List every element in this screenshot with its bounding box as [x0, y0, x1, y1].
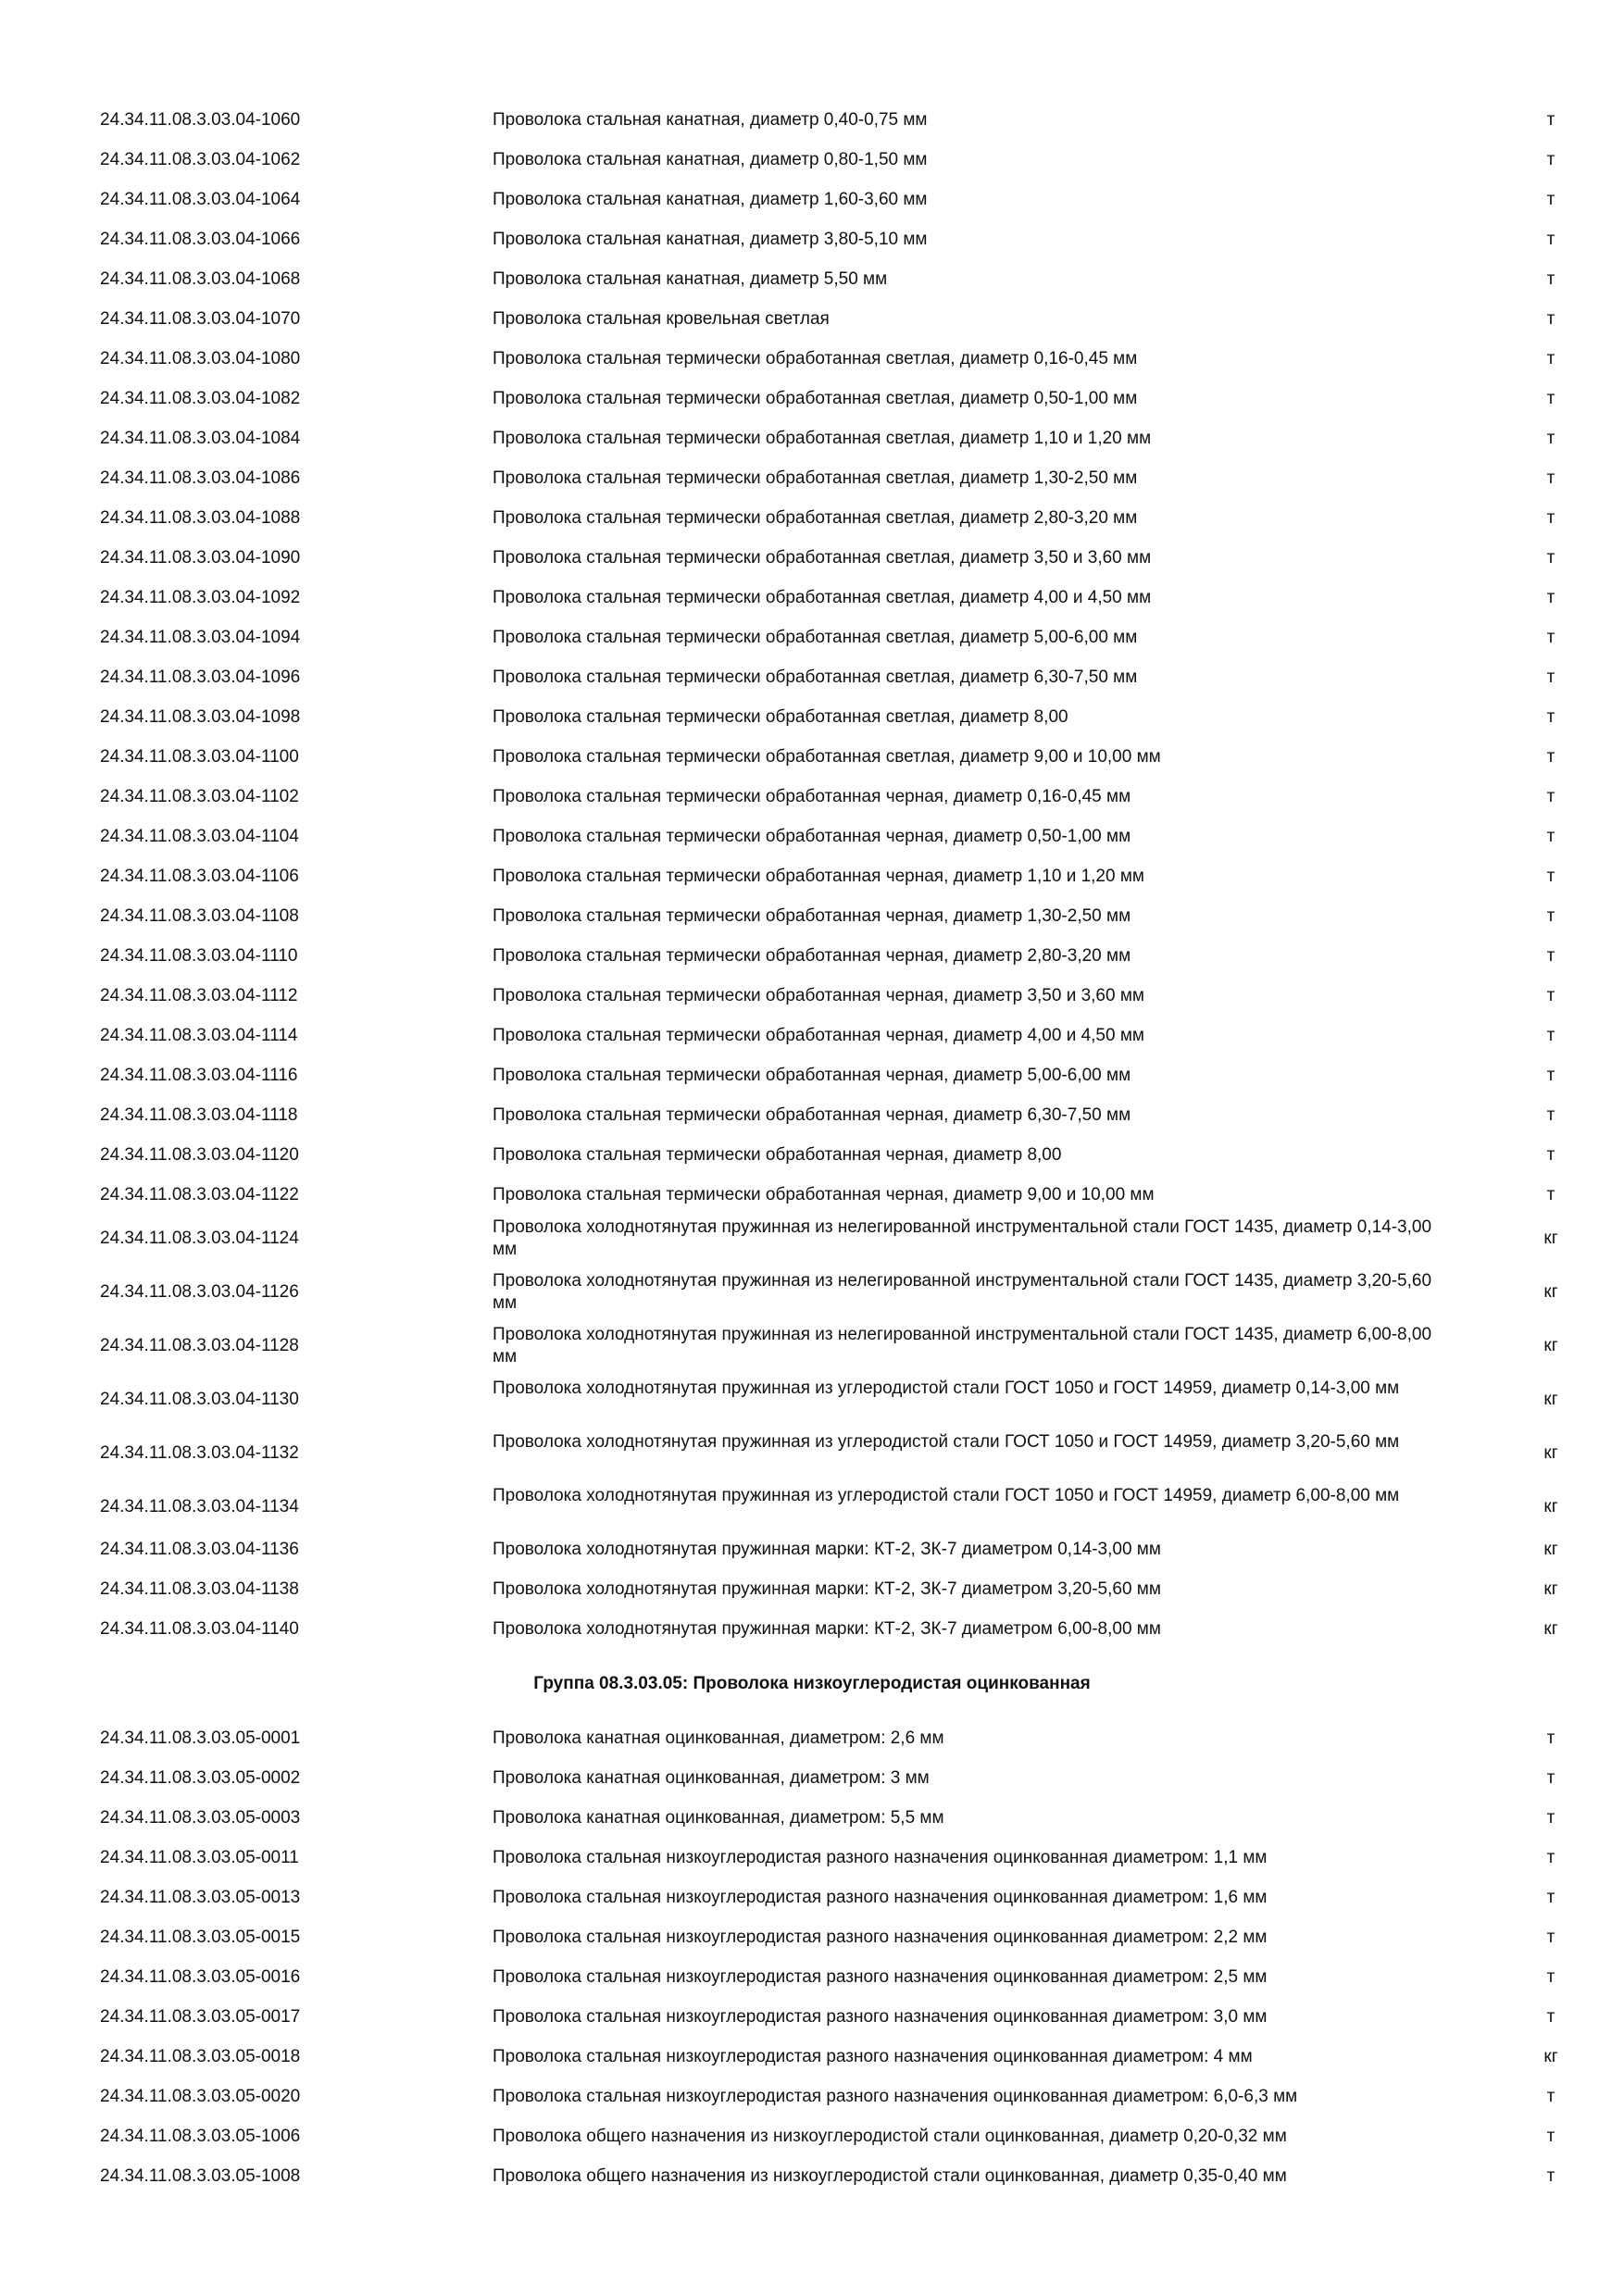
item-unit: т	[1546, 668, 1555, 687]
item-code: 24.34.11.08.3.03.04-1082	[100, 389, 301, 408]
item-name: Проволока стальная термически обработанная черная, диаметр 1,10 и 1,20 мм	[493, 867, 1144, 886]
item-name: Проволока общего назначения из низкоуглеродистой стали оцинкованная, диаметр 0,35-0,40 мм	[493, 2166, 1287, 2186]
item-name: Проволока стальная термически обработанная черная, диаметр 2,80-3,20 мм	[493, 946, 1131, 966]
item-code: 24.34.11.08.3.03.04-1064	[100, 190, 301, 209]
item-code: 24.34.11.08.3.03.05-0002	[100, 1768, 301, 1788]
item-unit: кг	[1543, 1540, 1558, 1559]
item-unit: т	[1546, 1848, 1555, 1867]
item-name: Проволока стальная канатная, диаметр 1,60-3,60 мм	[493, 190, 928, 209]
item-name: Проволока холоднотянутая пружинная марки: КТ-2, ЗК-7 диаметром 3,20-5,60 мм	[493, 1579, 1161, 1599]
item-unit: т	[1546, 787, 1555, 806]
item-code: 24.34.11.08.3.03.04-1140	[100, 1619, 299, 1639]
item-unit: т	[1546, 1185, 1555, 1204]
item-name: Проволока канатная оцинкованная, диаметром: 5,5 мм	[493, 1808, 944, 1828]
item-name: Проволока стальная термически обработанная черная, диаметр 5,00-6,00 мм	[493, 1066, 1131, 1085]
item-name: Проволока стальная низкоуглеродистая разного назначения оцинкованная диаметром: 6,0-6,3 мм	[493, 2087, 1298, 2106]
item-unit: т	[1546, 827, 1555, 846]
item-name: Проволока стальная термически обработанная черная, диаметр 4,00 и 4,50 мм	[493, 1026, 1144, 1045]
item-code: 24.34.11.08.3.03.04-1086	[100, 468, 301, 488]
item-code: 24.34.11.08.3.03.04-1108	[100, 906, 299, 926]
item-name: Проволока холоднотянутая пружинная из нелегированной инструментальной стали ГОСТ 1435, диаметр 0,14-3,00 мм	[493, 1217, 1432, 1259]
item-unit: т	[1546, 1808, 1555, 1828]
item-code: 24.34.11.08.3.03.05-0018	[100, 2047, 301, 2066]
item-unit: т	[1546, 2007, 1555, 2027]
item-code: 24.34.11.08.3.03.04-1116	[100, 1066, 298, 1085]
item-unit: кг	[1543, 1282, 1558, 1302]
item-unit: т	[1546, 747, 1555, 767]
item-unit: кг	[1543, 1443, 1558, 1463]
item-code: 24.34.11.08.3.03.04-1118	[100, 1105, 298, 1125]
item-code: 24.34.11.08.3.03.04-1124	[100, 1229, 299, 1248]
item-unit: т	[1546, 1105, 1555, 1125]
item-name: Проволока стальная термически обработанная черная, диаметр 3,50 и 3,60 мм	[493, 986, 1144, 1005]
item-unit: кг	[1543, 1579, 1558, 1599]
item-unit: т	[1546, 150, 1555, 169]
item-code: 24.34.11.08.3.03.04-1110	[100, 946, 298, 966]
item-unit: т	[1546, 986, 1555, 1005]
item-name: Проволока стальная кровельная светлая	[493, 309, 830, 329]
item-name: Проволока стальная низкоуглеродистая разного назначения оцинкованная диаметром: 4 мм	[493, 2047, 1253, 2066]
item-code: 24.34.11.08.3.03.04-1134	[100, 1497, 299, 1516]
item-code: 24.34.11.08.3.03.04-1066	[100, 230, 301, 249]
item-unit: т	[1546, 2166, 1555, 2186]
item-name: Проволока стальная термически обработанная светлая, диаметр 8,00	[493, 707, 1068, 727]
item-code: 24.34.11.08.3.03.05-0003	[100, 1808, 301, 1828]
group-heading: Группа 08.3.03.05: Проволока низкоуглеродистая оцинкованная	[533, 1674, 1091, 1693]
item-code: 24.34.11.08.3.03.04-1136	[100, 1540, 299, 1559]
item-name: Проволока стальная термически обработанная черная, диаметр 1,30-2,50 мм	[493, 906, 1131, 926]
item-unit: т	[1546, 548, 1555, 568]
item-unit: т	[1546, 269, 1555, 289]
item-unit: т	[1546, 1928, 1555, 1947]
item-name: Проволока общего назначения из низкоуглеродистой стали оцинкованная, диаметр 0,20-0,32 мм	[493, 2127, 1287, 2146]
item-name: Проволока канатная оцинкованная, диаметром: 2,6 мм	[493, 1728, 944, 1748]
item-unit: кг	[1543, 1390, 1558, 1409]
item-code: 24.34.11.08.3.03.05-1008	[100, 2166, 301, 2186]
item-code: 24.34.11.08.3.03.04-1062	[100, 150, 301, 169]
item-code: 24.34.11.08.3.03.04-1106	[100, 867, 299, 886]
item-name: Проволока стальная термически обработанная светлая, диаметр 0,16-0,45 мм	[493, 349, 1138, 368]
item-code: 24.34.11.08.3.03.04-1132	[100, 1443, 299, 1463]
item-name: Проволока холоднотянутая пружинная из углеродистой стали ГОСТ 1050 и ГОСТ 14959, диаметр 3,20-5,60 мм	[493, 1432, 1400, 1452]
item-name: Проволока стальная низкоуглеродистая разного назначения оцинкованная диаметром: 1,6 мм	[493, 1888, 1268, 1907]
item-unit: т	[1546, 867, 1555, 886]
item-unit: т	[1546, 1145, 1555, 1165]
item-unit: т	[1546, 2127, 1555, 2146]
item-unit: кг	[1543, 2047, 1558, 2066]
item-unit: т	[1546, 1728, 1555, 1748]
item-code: 24.34.11.08.3.03.05-0016	[100, 1967, 301, 1987]
item-code: 24.34.11.08.3.03.04-1068	[100, 269, 301, 289]
item-unit: т	[1546, 1066, 1555, 1085]
item-name: Проволока стальная термически обработанная черная, диаметр 6,30-7,50 мм	[493, 1105, 1131, 1125]
item-code: 24.34.11.08.3.03.04-1098	[100, 707, 301, 727]
item-code: 24.34.11.08.3.03.04-1130	[100, 1390, 299, 1409]
item-name: Проволока стальная термически обработанная светлая, диаметр 6,30-7,50 мм	[493, 668, 1138, 687]
item-name: Проволока стальная низкоуглеродистая разного назначения оцинкованная диаметром: 2,2 мм	[493, 1928, 1268, 1947]
item-code: 24.34.11.08.3.03.05-0020	[100, 2087, 301, 2106]
item-unit: кг	[1543, 1497, 1558, 1516]
item-unit: т	[1546, 906, 1555, 926]
item-code: 24.34.11.08.3.03.05-0011	[100, 1848, 299, 1867]
item-unit: т	[1546, 1026, 1555, 1045]
item-name: Проволока стальная термически обработанная светлая, диаметр 1,30-2,50 мм	[493, 468, 1138, 488]
item-name: Проволока стальная низкоуглеродистая разного назначения оцинкованная диаметром: 1,1 мм	[493, 1848, 1268, 1867]
item-name: Проволока стальная канатная, диаметр 0,40-0,75 мм	[493, 110, 928, 130]
item-name: Проволока холоднотянутая пружинная из углеродистой стали ГОСТ 1050 и ГОСТ 14959, диаметр 0,14-3,00 мм	[493, 1379, 1400, 1398]
item-name: Проволока стальная канатная, диаметр 3,80-5,10 мм	[493, 230, 928, 249]
item-unit: т	[1546, 190, 1555, 209]
item-name: Проволока стальная термически обработанная черная, диаметр 9,00 и 10,00 мм	[493, 1185, 1155, 1204]
item-code: 24.34.11.08.3.03.04-1114	[100, 1026, 298, 1045]
item-name: Проволока стальная термически обработанная светлая, диаметр 1,10 и 1,20 мм	[493, 429, 1152, 448]
item-unit: т	[1546, 2087, 1555, 2106]
item-unit: т	[1546, 588, 1555, 607]
item-code: 24.34.11.08.3.03.04-1096	[100, 668, 301, 687]
item-code: 24.34.11.08.3.03.04-1060	[100, 110, 301, 130]
item-unit: кг	[1543, 1336, 1558, 1355]
item-unit: т	[1546, 628, 1555, 647]
item-code: 24.34.11.08.3.03.04-1094	[100, 628, 301, 647]
item-name: Проволока холоднотянутая пружинная из углеродистой стали ГОСТ 1050 и ГОСТ 14959, диаметр 6,00-8,00 мм	[493, 1486, 1400, 1505]
item-name: Проволока стальная термически обработанная черная, диаметр 8,00	[493, 1145, 1062, 1165]
item-name: Проволока стальная термически обработанная светлая, диаметр 3,50 и 3,60 мм	[493, 548, 1152, 568]
item-name: Проволока стальная низкоуглеродистая разного назначения оцинкованная диаметром: 2,5 мм	[493, 1967, 1268, 1987]
item-name: Проволока стальная термически обработанная черная, диаметр 0,16-0,45 мм	[493, 787, 1131, 806]
item-name: Проволока холоднотянутая пружинная из нелегированной инструментальной стали ГОСТ 1435, диаметр 6,00-8,00 мм	[493, 1325, 1432, 1366]
item-name: Проволока стальная канатная, диаметр 0,80-1,50 мм	[493, 150, 928, 169]
item-code: 24.34.11.08.3.03.05-0013	[100, 1888, 301, 1907]
item-code: 24.34.11.08.3.03.04-1102	[100, 787, 299, 806]
item-unit: т	[1546, 1768, 1555, 1788]
item-unit: т	[1546, 508, 1555, 528]
item-unit: т	[1546, 1888, 1555, 1907]
item-unit: кг	[1543, 1619, 1558, 1639]
item-unit: т	[1546, 707, 1555, 727]
item-code: 24.34.11.08.3.03.05-1006	[100, 2127, 301, 2146]
item-code: 24.34.11.08.3.03.04-1084	[100, 429, 301, 448]
item-code: 24.34.11.08.3.03.04-1138	[100, 1579, 299, 1599]
item-name: Проволока стальная термически обработанная светлая, диаметр 5,00-6,00 мм	[493, 628, 1138, 647]
item-code: 24.34.11.08.3.03.04-1090	[100, 548, 301, 568]
item-unit: кг	[1543, 1229, 1558, 1248]
item-unit: т	[1546, 389, 1555, 408]
item-code: 24.34.11.08.3.03.04-1126	[100, 1282, 299, 1302]
item-code: 24.34.11.08.3.03.04-1122	[100, 1185, 299, 1204]
item-code: 24.34.11.08.3.03.04-1120	[100, 1145, 299, 1165]
item-unit: т	[1546, 349, 1555, 368]
item-code: 24.34.11.08.3.03.05-0017	[100, 2007, 301, 2027]
item-unit: т	[1546, 429, 1555, 448]
item-unit: т	[1546, 468, 1555, 488]
item-unit: т	[1546, 1967, 1555, 1987]
item-code: 24.34.11.08.3.03.04-1092	[100, 588, 301, 607]
item-code: 24.34.11.08.3.03.04-1100	[100, 747, 299, 767]
item-code: 24.34.11.08.3.03.04-1104	[100, 827, 299, 846]
item-name: Проволока стальная низкоуглеродистая разного назначения оцинкованная диаметром: 3,0 мм	[493, 2007, 1268, 2027]
item-unit: т	[1546, 946, 1555, 966]
item-code: 24.34.11.08.3.03.05-0001	[100, 1728, 301, 1748]
item-code: 24.34.11.08.3.03.04-1070	[100, 309, 301, 329]
item-name: Проволока холоднотянутая пружинная марки: КТ-2, ЗК-7 диаметром 6,00-8,00 мм	[493, 1619, 1161, 1639]
item-unit: т	[1546, 309, 1555, 329]
item-name: Проволока канатная оцинкованная, диаметром: 3 мм	[493, 1768, 930, 1788]
item-code: 24.34.11.08.3.03.04-1128	[100, 1336, 299, 1355]
item-code: 24.34.11.08.3.03.04-1112	[100, 986, 298, 1005]
item-name: Проволока стальная термически обработанная черная, диаметр 0,50-1,00 мм	[493, 827, 1131, 846]
item-name: Проволока стальная термически обработанная светлая, диаметр 9,00 и 10,00 мм	[493, 747, 1161, 767]
item-name: Проволока стальная термически обработанная светлая, диаметр 4,00 и 4,50 мм	[493, 588, 1152, 607]
item-name: Проволока холоднотянутая пружинная из нелегированной инструментальной стали ГОСТ 1435, диаметр 3,20-5,60 мм	[493, 1271, 1432, 1313]
item-code: 24.34.11.08.3.03.05-0015	[100, 1928, 301, 1947]
item-unit: т	[1546, 230, 1555, 249]
item-name: Проволока холоднотянутая пружинная марки: КТ-2, ЗК-7 диаметром 0,14-3,00 мм	[493, 1540, 1161, 1559]
item-unit: т	[1546, 110, 1555, 130]
item-name: Проволока стальная термически обработанная светлая, диаметр 0,50-1,00 мм	[493, 389, 1138, 408]
item-code: 24.34.11.08.3.03.04-1088	[100, 508, 301, 528]
item-name: Проволока стальная термически обработанная светлая, диаметр 2,80-3,20 мм	[493, 508, 1138, 528]
item-code: 24.34.11.08.3.03.04-1080	[100, 349, 301, 368]
item-name: Проволока стальная канатная, диаметр 5,50 мм	[493, 269, 888, 289]
